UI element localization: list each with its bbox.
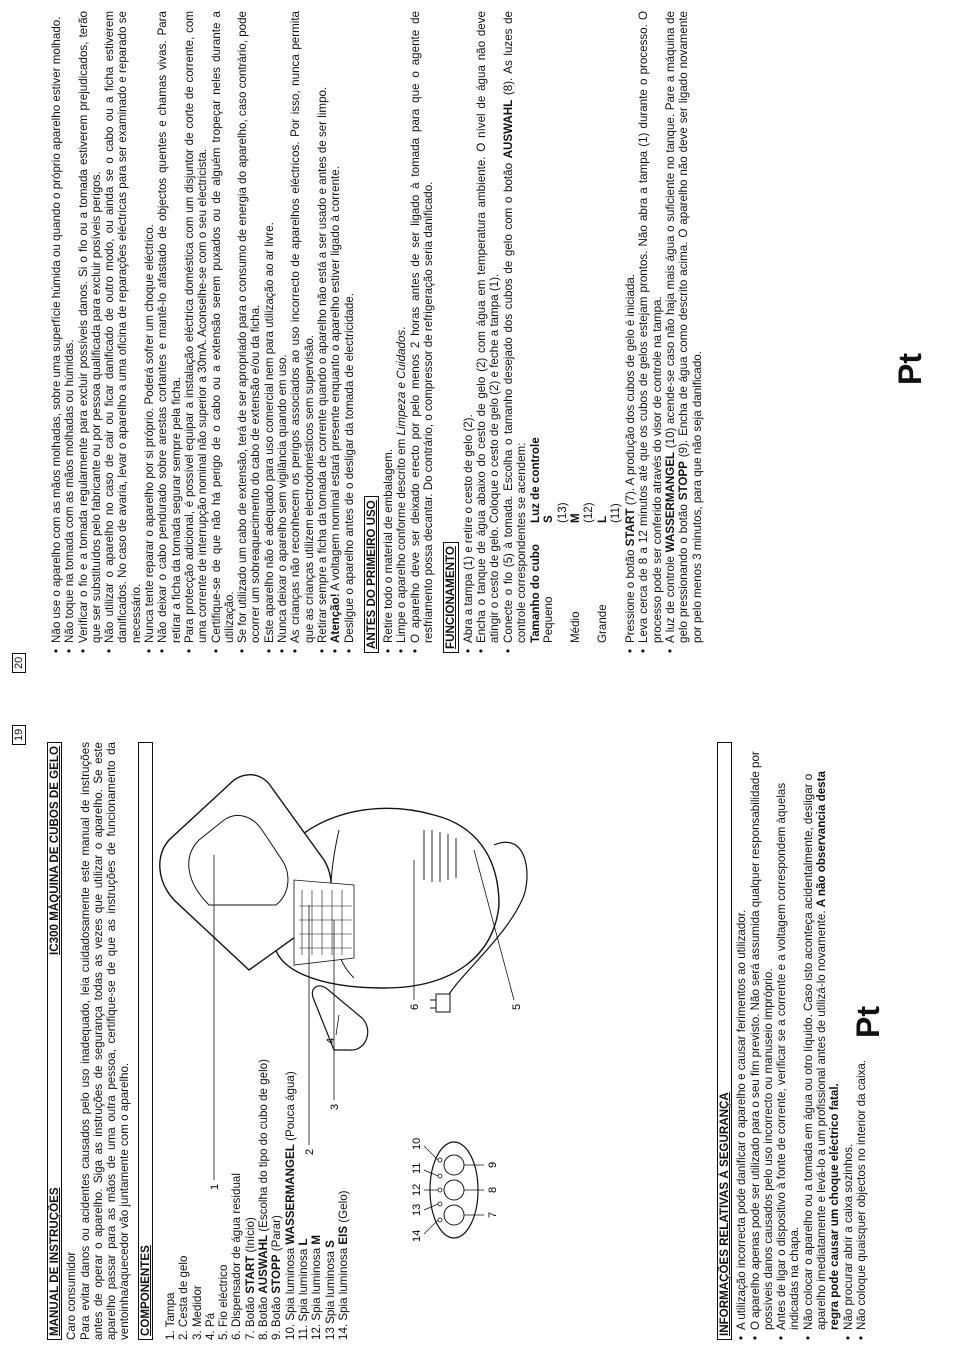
callout-9: 9 (487, 1161, 499, 1168)
list-item: • Nunca tente reparar o aparelho por si próprio. Poderá sofrer um choque eléctrico. (143, 11, 156, 653)
list-item: • Abra a tampa (1) e retire o cesto de gelo (2). (462, 11, 475, 653)
list-item: • Limpe o aparelho conforme descrito em Limpeza e Cuidados. (395, 11, 408, 653)
component-item: 14. Spia luminosa EIS (Gelo) (336, 1190, 350, 1340)
component-item: 10. Spia luminosa WASSERMANGEL (Pouca água) (283, 1071, 297, 1340)
component-item: 4. Pá (203, 1312, 217, 1340)
component-item: 9. Botão STOPP (Parar) (270, 1215, 284, 1340)
operation-list (462, 11, 704, 653)
list-item: • A luz de controle WASSERMANGEL (10) acende-se caso não haja mais água o suficiente no tanque. Pare a máquina de gelo pressionando o botão STOPP (9). Encha de água como descrito acima. O aparelho não deve ser ligado novamente por pelo menos 3 minutos, para que não seja danificado. (664, 11, 704, 653)
safety-list-continued (50, 11, 356, 653)
component-item: 12. Spia luminosa M (310, 1234, 324, 1340)
component-item: 1. Tampa (164, 1292, 177, 1340)
list-item: • Nunca deixar o aparelho sem vigilância quando em uso. (276, 11, 289, 653)
size-table (529, 11, 622, 643)
callout-4: 4 (325, 1037, 337, 1044)
list-item: • A utilização incorrecta pode danificar o aparelho e causar ferimentos ao utilizador. (735, 742, 748, 1340)
list-item: • Retire todo o material de embalagem. (382, 11, 395, 653)
callout-14: 14 (411, 1229, 423, 1242)
component-item: 11. Spia luminosa L (296, 1238, 310, 1340)
safety-list (735, 742, 868, 1340)
list-item: • Conecte o fio (5) à tomada. Escolha o tamanho desejado dos cubos de gelo com o botão AUSWAHL (8). As luzes de controle correspondentes se acendem: Tamanho do cubo Luz de controle Pequeno S (13) Médio M (12) Grande L (11) (502, 11, 623, 653)
component-item: 13 Spia luminosa S (323, 1240, 337, 1340)
list-item: • Certifique-se de que não há perigo de o cabo ou a extensão serem puxados ou de alguém tropeçar neles durante a utilização. (210, 11, 237, 653)
list-item: • O aparelho apenas pode ser utilizado para o seu fim previsto. Não será assumida qualquer responsabilidade por possíveis danos causados pelo uso incorrecto ou manuseio impróprio. (749, 742, 776, 1340)
list-item: • Não coloque quaisquer objectos no interior da caixa. (855, 742, 868, 1340)
first-use-list (382, 11, 435, 653)
component-item: 2. Cesta de gelo (177, 1255, 191, 1340)
first-use-heading: ANTES DO PRIMEIRO USO (364, 496, 379, 653)
callout-3: 3 (329, 1103, 341, 1110)
list-item: • Antes de ligar o dispositivo à fonte de corrente, verificar se a corrente e a voltagem correspondem àquelas indicadas na chapa. (775, 742, 802, 1340)
list-item: • Verificar o fio e a tomada regularmente para excluir possíveis danos. Si o fio ou a tomada estiverem prejudicados, terão que ser substituídos pelo fabricante ou por pessoa qualificada para excluir posíveis perigos. (77, 11, 104, 653)
list-item: • Não toque na tomada com as mãos molhadas ou húmidas. (63, 11, 76, 653)
list-item: • Se for utilizado um cabo de extensão, terá de ser apropriado para o consumo de energia do aparelho, caso contrário, pode ocorrer um sobreaquecimento do cabo de extensão e/ou da ficha. (236, 11, 263, 653)
list-item: • Não procurar abrir a caixa sozinhos. (842, 742, 855, 1340)
component-item: 7. Botão START (Início) (243, 1217, 257, 1340)
callout-8: 8 (487, 1186, 499, 1193)
callout-11: 11 (411, 1162, 423, 1174)
intro-text: Caro consumidor Para evitar danos ou acidentes causados pelo uso inadequado, leia cuidadosamente este manual de instruções antes de operar o aparelho. Siga as instruções de segurança todas as vezes que utilizar o aparelho. Se este aparelho passar para as mãos de uma outra pessoa, certifique-se de que as instruções de funcionamento da ventoinha/aquecedor vão juntamente com o aparelho. (65, 742, 132, 1340)
list-item: • O aparelho deve ser deixado erecto por pelo menos 2 horas antes de ser ligado à tomada para que o agente de resfriamento possa decantar. Do contrário, o compressor de refrigeração seria danificado. (409, 11, 436, 653)
page-number: 20 (12, 653, 26, 673)
list-item: • Para protecção adicional, é possível equipar a instalação eléctrica doméstica com um disjuntor de corte de corrente, com uma corrente de interrupção nominal não superior a 30mA. Aconselhe-se com o seu electricista. (183, 11, 210, 653)
list-item: • Não colocar o aparelho ou a tomada em água ou otro líquido. Caso isto aconteça acidentalmente, desligar o aparelho imediatamente e levá-lo a um profissional antes de utilizá-lo novamente. A não observancia desta regra pode causar um choque eléctrico fatal. (802, 742, 842, 1340)
callout-6: 6 (409, 1003, 421, 1010)
component-item: 6. Dispensador de água residual (230, 1173, 244, 1340)
light-cell: L (11) (595, 503, 622, 523)
light-cell: M (12) (568, 502, 596, 523)
right-column (50, 11, 704, 653)
operation-heading: FUNCIONAMENTO (443, 542, 458, 653)
list-item: • Não deixar o cabo pendurado sobre arestas cortantes e mantê-lo afastado de objectos quentes e chamas vivas. Para retirar a ficha da tomada segurar sempre pela ficha. (156, 11, 183, 653)
language-mark: Pt (892, 353, 928, 385)
model-title: IC300 MÁQUINA DE CUBOS DE GELO (48, 746, 61, 955)
size-table-head: Luz de controle (529, 437, 543, 523)
callout-10: 10 (411, 1137, 423, 1150)
safety-section (714, 742, 868, 1340)
language-mark: Pt (850, 1006, 886, 1038)
page-number: 19 (12, 725, 26, 745)
manual-title: MANUAL DE INSTRUÇÕES (48, 1187, 61, 1336)
callout-7: 7 (487, 1211, 499, 1218)
callout-12: 12 (411, 1183, 423, 1196)
component-item: 3. Medidor (190, 1285, 204, 1340)
callout-1: 1 (209, 1183, 221, 1190)
size-cell: Grande (595, 604, 609, 643)
list-item: • Pressione o botão START (7). A produção dos cubos de gelo é iniciada. (624, 11, 637, 653)
list-item: • Atenção! A voltagem nominal estará presente enquanto o aparelho estiver ligado à corrente. (329, 11, 342, 653)
list-item: • Não use o aparelho com as mãos molhadas, sobre uma superfície húmida ou quando o próprio aparelho estiver molhado. (50, 11, 63, 653)
size-cell: Pequeno (542, 596, 556, 643)
list-item: • Encha o tanque de água abaixo do cesto de gelo (2) com água em temperatura ambiente. O nível de água não deve atingir o cesto de gelo. Coloque o cesto de gelo (2) e feche a tampa (1). (475, 11, 502, 653)
list-item: • Retirar sempre a ficha da tomada de corrente quando o aparelho não está a ser usado e antes de ser limpo. (316, 11, 329, 653)
list-item: • As crianças não reconhecem os perigos associados ao uso incorrecto de aparelhos eléctricos. Por isso, nunca permita que as crianças utilizem electrodomésticos sem supervisão. (289, 11, 316, 653)
size-table-head: Tamanho do cubo (529, 544, 543, 643)
component-item: 5. Fio eléctrico (217, 1264, 231, 1340)
safety-heading: INFORMAÇÕES RELATIVAS À SEGURANÇA (717, 742, 732, 1340)
components-heading: COMPONENTES (138, 742, 153, 1340)
light-cell: S (13) (542, 502, 569, 523)
callout-13: 13 (411, 1203, 423, 1216)
page-19 (0, 675, 954, 1350)
callout-2: 2 (304, 1148, 316, 1155)
left-top-column (44, 742, 156, 1340)
list-item: • Desligue o aparelho antes de o desligar da tomada de electricidade. (343, 11, 356, 653)
ice-maker-drawing (154, 760, 534, 1300)
ice-maker-figure (154, 760, 534, 1300)
component-item: 8. Botão AUSWAHL (Escolha do tipo do cubo de gelo) (257, 1059, 271, 1340)
list-item: • Leva cerca de 8 a 12 minutos até que os cubos de gelos estejam prontos. Não abra a tampa (1) durante o processo. O processo pode ser conferido através do visor de controle na tampa. (637, 11, 664, 653)
list-item: • Não utilizar o aparelho no caso de cair ou ficar danificado de outro modo, ou ainda se o cabo ou a ficha estiverem danificados. No caso de avaria, levar o aparelho a uma oficina de reparações eléctricas para ser examinado e reparado se necessário. (103, 11, 143, 653)
callout-5: 5 (511, 1003, 523, 1010)
atencao-label: Atenção! (329, 593, 343, 643)
size-cell: Médio (568, 611, 582, 643)
list-item: • Este aparelho não é adequado para uso comercial nem para utilização ao ar livre. (263, 11, 276, 653)
manual-header (47, 742, 62, 1340)
